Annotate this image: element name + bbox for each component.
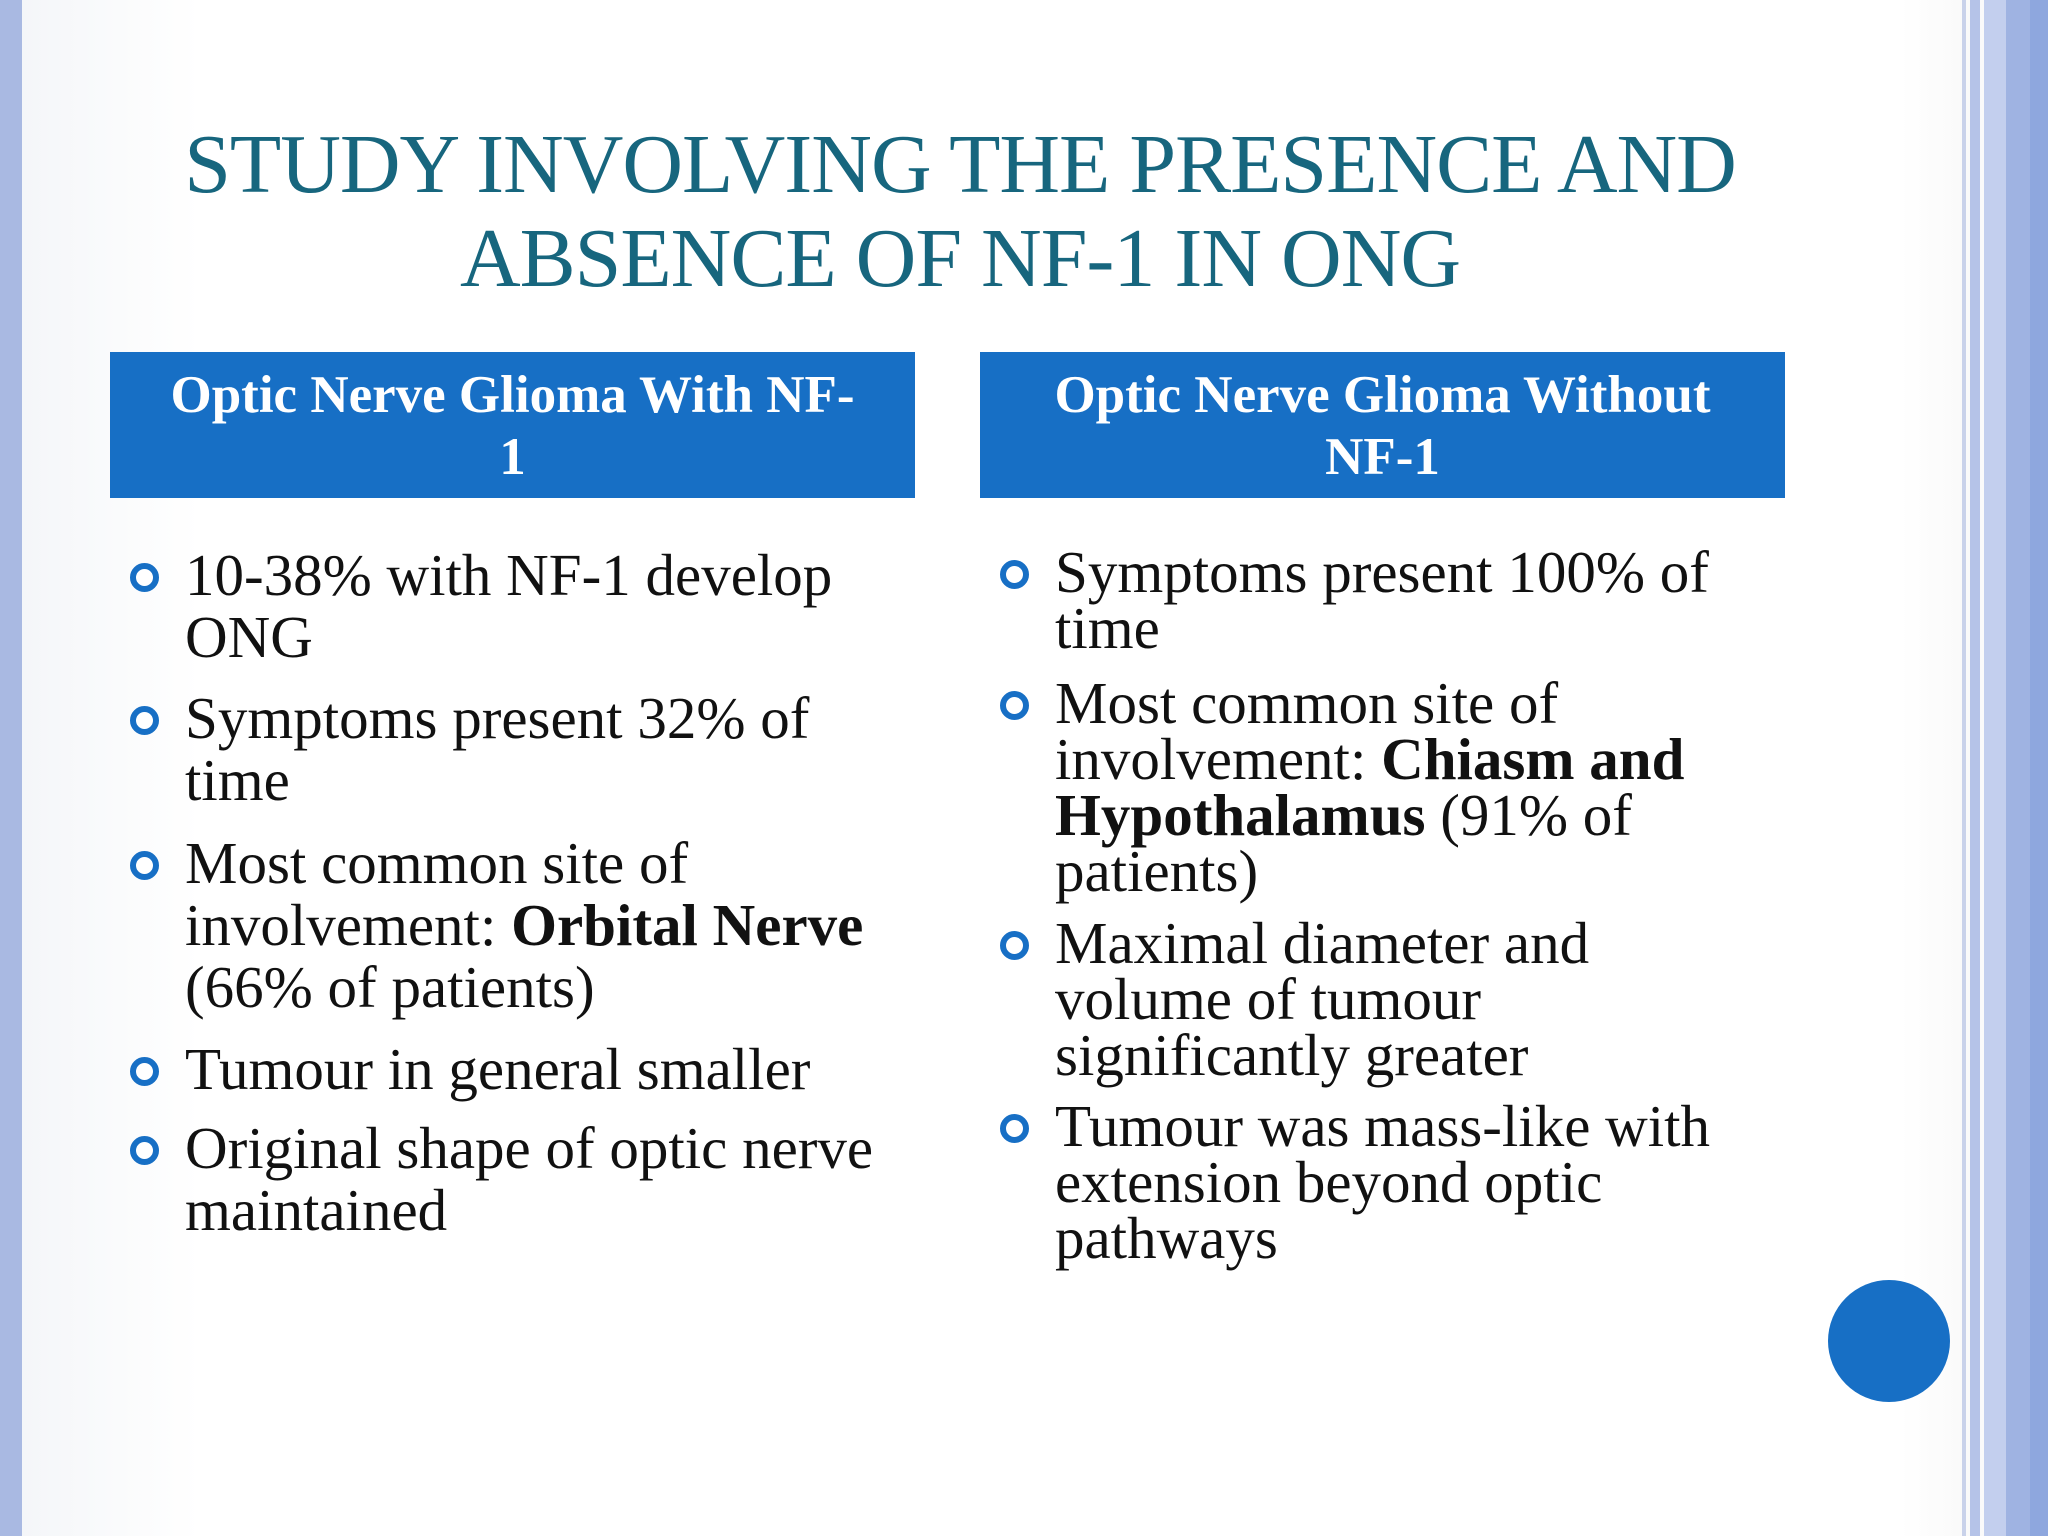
bullet-circle-icon <box>130 563 159 592</box>
bullet-text: Symptoms present 32% of <box>185 685 810 751</box>
bullet-item <box>1000 1093 1800 1271</box>
bullet-text: volume of tumour <box>1055 966 1482 1032</box>
bullet-text: Symptoms present 100% of <box>1055 539 1709 605</box>
bullet-text: Maximal diameter and <box>1055 910 1590 976</box>
column-header-line: NF-1 <box>1325 428 1440 486</box>
bullet-text: 10-38% with NF-1 develop <box>185 542 833 608</box>
slide-title-line: ABSENCE OF NF-1 IN ONG <box>459 212 1461 305</box>
bullet-list-without-nf1 <box>1000 539 1800 1271</box>
bullet-circle-icon <box>1000 691 1029 720</box>
slide-title <box>130 118 1790 306</box>
bullet-circle-icon <box>1000 560 1029 589</box>
bullet-text: significantly greater <box>1055 1022 1529 1088</box>
bullet-text: Most common site of <box>1055 670 1559 736</box>
bullet-text: (91% of <box>1425 782 1632 848</box>
right-border-stripe <box>1970 0 1980 1536</box>
right-border-stripe <box>1962 0 1966 1536</box>
bullet-circle-icon <box>1000 1114 1029 1143</box>
bullet-text: Original shape of optic nerve <box>185 1115 874 1181</box>
column-header-without-nf1 <box>980 352 1785 498</box>
bullet-text-line <box>185 894 930 956</box>
bullet-text: maintained <box>185 1177 448 1243</box>
bullet-circle-icon <box>130 1057 159 1086</box>
bullet-circle-icon <box>1000 931 1029 960</box>
right-border-stripe <box>1984 0 2006 1536</box>
slide-title-line: STUDY INVOLVING THE PRESENCE AND <box>184 118 1736 211</box>
bullet-text: ONG <box>185 604 313 670</box>
bullet-item <box>1000 670 1800 904</box>
bullet-text: extension beyond optic <box>1055 1149 1603 1215</box>
bullet-text: time <box>185 747 290 813</box>
left-border-stripe <box>0 0 22 1536</box>
bullet-text: Tumour in general smaller <box>185 1036 811 1102</box>
bullet-emphasis-text: Chiasm and <box>1381 726 1685 792</box>
bullet-item <box>130 1117 930 1241</box>
bullet-text: Tumour was mass-like with <box>1055 1093 1711 1159</box>
bullet-circle-icon <box>130 851 159 880</box>
bullet-emphasis-text: Hypothalamus <box>1055 782 1426 848</box>
bullet-text-line <box>1055 782 1800 848</box>
column-header-with-nf1 <box>110 352 915 498</box>
bullet-item <box>130 687 930 811</box>
bullet-circle-icon <box>130 1136 159 1165</box>
bullet-item <box>130 1038 930 1100</box>
bullet-text: involvement: <box>1055 726 1382 792</box>
bullet-item <box>1000 910 1800 1088</box>
bullet-item <box>130 544 930 668</box>
right-border-stripe <box>2006 0 2030 1536</box>
bullet-text: patients) <box>1055 838 1259 904</box>
bullet-item <box>1000 539 1800 661</box>
right-border-stripe <box>2030 0 2048 1536</box>
bullet-text: (66% of patients) <box>185 954 595 1020</box>
bullet-text: Most common site of <box>185 830 689 896</box>
bullet-item <box>130 832 930 1018</box>
bullet-emphasis-text: Orbital Nerve <box>511 892 864 958</box>
bullet-text: time <box>1055 595 1160 661</box>
bullet-text-line <box>1055 726 1800 792</box>
bullet-circle-icon <box>130 706 159 735</box>
bullet-text: involvement: <box>185 892 512 958</box>
bullet-text: pathways <box>1055 1205 1278 1271</box>
column-header-line: Optic Nerve Glioma With NF- <box>170 366 855 424</box>
decorative-circle-icon <box>1828 1280 1950 1402</box>
column-header-line: 1 <box>499 428 526 486</box>
column-header-line: Optic Nerve Glioma Without <box>1054 366 1711 424</box>
bullet-list-with-nf1 <box>130 544 930 1241</box>
